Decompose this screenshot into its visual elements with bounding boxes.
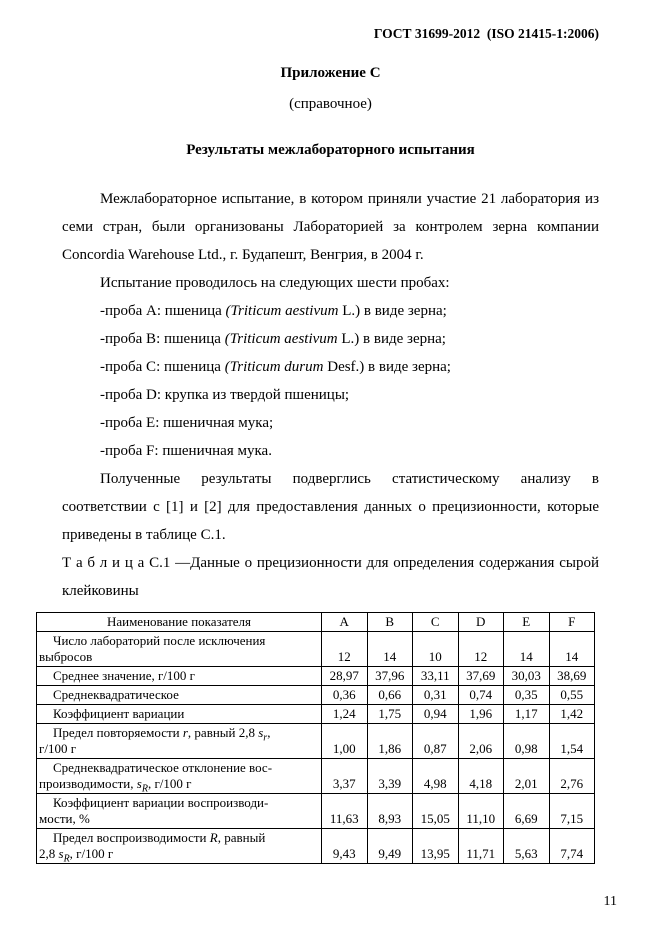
document-body xyxy=(39,185,599,865)
list-item: -проба F: пшеничная мука. xyxy=(100,443,272,459)
table-row xyxy=(37,667,595,686)
table-row xyxy=(37,705,595,724)
value-cell: 1,17 xyxy=(504,705,550,724)
value-cell: 2,76 xyxy=(549,759,595,794)
row-label: Среднеквадратическое xyxy=(37,686,322,705)
column-header: D xyxy=(458,613,504,632)
list-item: -проба B: пшеница (Triticum aestivum L.) в виде зерна; xyxy=(100,331,446,347)
appendix-kind: (справочное) xyxy=(289,96,372,112)
intro-paragraph: Межлабораторное испытание, в котором приняли участие 21 лаборатория из семи стран, были организованы Лабораторией за контролем зерна компании Concordia Warehouse Ltd., г. Будапешт, Венгрия, в 2004 г. xyxy=(62,191,599,263)
column-header: Наименование показателя xyxy=(37,613,322,632)
table-row xyxy=(37,794,595,829)
value-cell: 11,10 xyxy=(458,794,504,829)
row-label: Среднее значение, г/100 г xyxy=(37,667,322,686)
value-cell: 7,15 xyxy=(549,794,595,829)
row-label: Коэффициент вариации воспроизводи- мости, % xyxy=(37,794,322,829)
table-row xyxy=(37,632,595,667)
value-cell: 12 xyxy=(322,632,368,667)
row-label: Число лабораторий после исключения выбросов xyxy=(37,632,322,667)
value-cell: 1,24 xyxy=(322,705,368,724)
column-header: A xyxy=(322,613,368,632)
appendix-label: Приложение С xyxy=(280,65,381,81)
value-cell: 15,05 xyxy=(413,794,459,829)
appendix-title: Результаты межлабораторного испытания xyxy=(186,142,475,158)
value-cell: 38,69 xyxy=(549,667,595,686)
value-cell: 0,87 xyxy=(413,724,459,759)
row-label: Предел воспроизводимости R, равный 2,8 $s_R$, г/100 г xyxy=(37,829,322,864)
value-cell: 9,49 xyxy=(367,829,413,864)
samples-lead: Испытание проводилось на следующих шести пробах: xyxy=(100,275,450,291)
value-cell: 0,94 xyxy=(413,705,459,724)
list-item: -проба E: пшеничная мука; xyxy=(100,415,274,431)
value-cell: 0,35 xyxy=(504,686,550,705)
value-cell: 14 xyxy=(504,632,550,667)
value-cell: 14 xyxy=(549,632,595,667)
list-item: -проба D: крупка из твердой пшеницы; xyxy=(100,387,350,403)
value-cell: 6,69 xyxy=(504,794,550,829)
value-cell: 8,93 xyxy=(367,794,413,829)
value-cell: 0,55 xyxy=(549,686,595,705)
table-caption: Т а б л и ц а С.1 —Данные о прецизионности для определения содержания сырой клейковины xyxy=(62,555,599,599)
table-row xyxy=(37,759,595,794)
list-item: -проба C: пшеница (Triticum durum Desf.) в виде зерна; xyxy=(100,359,451,375)
value-cell: 14 xyxy=(367,632,413,667)
value-cell: 1,54 xyxy=(549,724,595,759)
value-cell: 0,66 xyxy=(367,686,413,705)
value-cell: 9,43 xyxy=(322,829,368,864)
samples-list xyxy=(62,297,599,465)
value-cell: 30,03 xyxy=(504,667,550,686)
table-row xyxy=(37,829,595,864)
results-paragraph: Полученные результаты подверглись статистическому анализу в соответствии с [1] и [2] для предоставления данных о прецизионности, которые приведены в таблице С.1. xyxy=(62,471,599,543)
value-cell: 37,96 xyxy=(367,667,413,686)
value-cell: 1,75 xyxy=(367,705,413,724)
value-cell: 33,11 xyxy=(413,667,459,686)
value-cell: 0,98 xyxy=(504,724,550,759)
value-cell: 1,86 xyxy=(367,724,413,759)
value-cell: 10 xyxy=(413,632,459,667)
value-cell: 0,74 xyxy=(458,686,504,705)
value-cell: 2,01 xyxy=(504,759,550,794)
value-cell: 4,98 xyxy=(413,759,459,794)
value-cell: 1,00 xyxy=(322,724,368,759)
row-label: Среднеквадратическое отклонение вос- производимости, $s_R$, г/100 г xyxy=(37,759,322,794)
table-row xyxy=(37,686,595,705)
row-label: Предел повторяемости r, равный 2,8 $s_r$, г/100 г xyxy=(37,724,322,759)
value-cell: 0,31 xyxy=(413,686,459,705)
value-cell: 13,95 xyxy=(413,829,459,864)
row-label: Коэффициент вариации xyxy=(37,705,322,724)
value-cell: 37,69 xyxy=(458,667,504,686)
value-cell: 2,06 xyxy=(458,724,504,759)
value-cell: 12 xyxy=(458,632,504,667)
value-cell: 4,18 xyxy=(458,759,504,794)
precision-table-body xyxy=(37,632,595,864)
table-header-row xyxy=(37,613,595,632)
column-header: F xyxy=(549,613,595,632)
value-cell: 0,36 xyxy=(322,686,368,705)
column-header: B xyxy=(367,613,413,632)
value-cell: 11,63 xyxy=(322,794,368,829)
column-header: C xyxy=(413,613,459,632)
standard-header: ГОСТ 31699-2012 (ISO 21415-1:2006) xyxy=(373,26,599,41)
value-cell: 1,42 xyxy=(549,705,595,724)
value-cell: 5,63 xyxy=(504,829,550,864)
value-cell: 28,97 xyxy=(322,667,368,686)
table-row xyxy=(37,724,595,759)
value-cell: 11,71 xyxy=(458,829,504,864)
list-item: -проба A: пшеница (Triticum aestivum L.) в виде зерна; xyxy=(100,303,447,319)
value-cell: 1,96 xyxy=(458,705,504,724)
precision-table xyxy=(36,612,595,864)
value-cell: 7,74 xyxy=(549,829,595,864)
value-cell: 3,37 xyxy=(322,759,368,794)
value-cell: 3,39 xyxy=(367,759,413,794)
column-header: E xyxy=(504,613,550,632)
page-number: 11 xyxy=(603,894,617,909)
